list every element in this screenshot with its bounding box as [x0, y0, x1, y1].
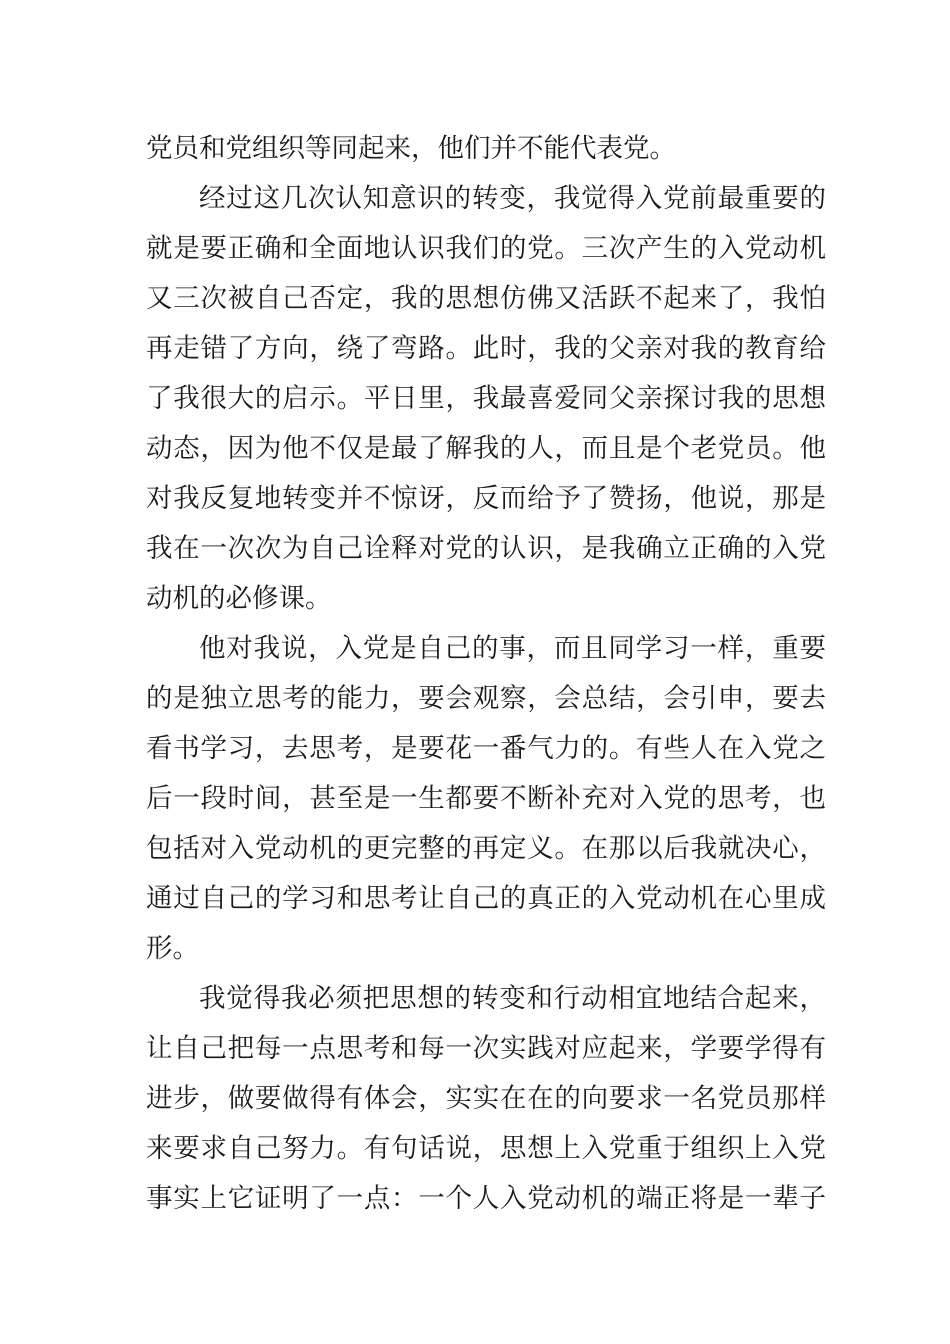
text-line: 对我反复地转变并不惊讶，反而给予了赞扬，他说，那是 — [146, 483, 826, 514]
text-line: 再走错了方向，绕了弯路。此时，我的父亲对我的教育给 — [146, 333, 826, 364]
text-line: 动机的必修课。 — [146, 583, 332, 614]
text-line: 包括对入党动机的更完整的再定义。在那以后我就决心， — [146, 833, 826, 864]
text-line: 又三次被自己否定，我的思想仿佛又活跃不起来了，我怕 — [146, 283, 826, 314]
paragraph-start-line: 我觉得我必须把思想的转变和行动相宜地结合起来， — [199, 983, 826, 1014]
text-line: 看书学习，去思考，是要花一番气力的。有些人在入党之 — [146, 733, 826, 764]
text-line: 动态，因为他不仅是最了解我的人，而且是个老党员。他 — [146, 433, 826, 464]
text-line: 来要求自己努力。有句话说，思想上入党重于组织上入党 — [146, 1133, 826, 1164]
text-line: 的是独立思考的能力，要会观察，会总结，会引申，要去 — [146, 683, 826, 714]
text-line: 进步，做要做得有体会，实实在在的向要求一名党员那样 — [146, 1083, 826, 1114]
body-text — [146, 124, 826, 1224]
text-line: 党员和党组织等同起来，他们并不能代表党。 — [146, 133, 676, 164]
text-line: 就是要正确和全面地认识我们的党。三次产生的入党动机 — [146, 233, 826, 264]
text-line: 让自己把每一点思考和每一次实践对应起来，学要学得有 — [146, 1033, 826, 1064]
text-line: 后一段时间，甚至是一生都要不断补充对入党的思考，也 — [146, 783, 826, 814]
paragraph-start-line: 他对我说，入党是自己的事，而且同学习一样，重要 — [199, 633, 826, 664]
text-line: 事实上它证明了一点：一个人入党动机的端正将是一辈子 — [146, 1183, 826, 1214]
text-line: 了我很大的启示。平日里，我最喜爱同父亲探讨我的思想 — [146, 383, 826, 414]
text-line: 通过自己的学习和思考让自己的真正的入党动机在心里成 — [146, 883, 826, 914]
paragraph-start-line: 经过这几次认知意识的转变，我觉得入党前最重要的 — [199, 183, 826, 214]
text-line: 形。 — [146, 933, 199, 964]
text-line: 我在一次次为自己诠释对党的认识，是我确立正确的入党 — [146, 533, 826, 564]
